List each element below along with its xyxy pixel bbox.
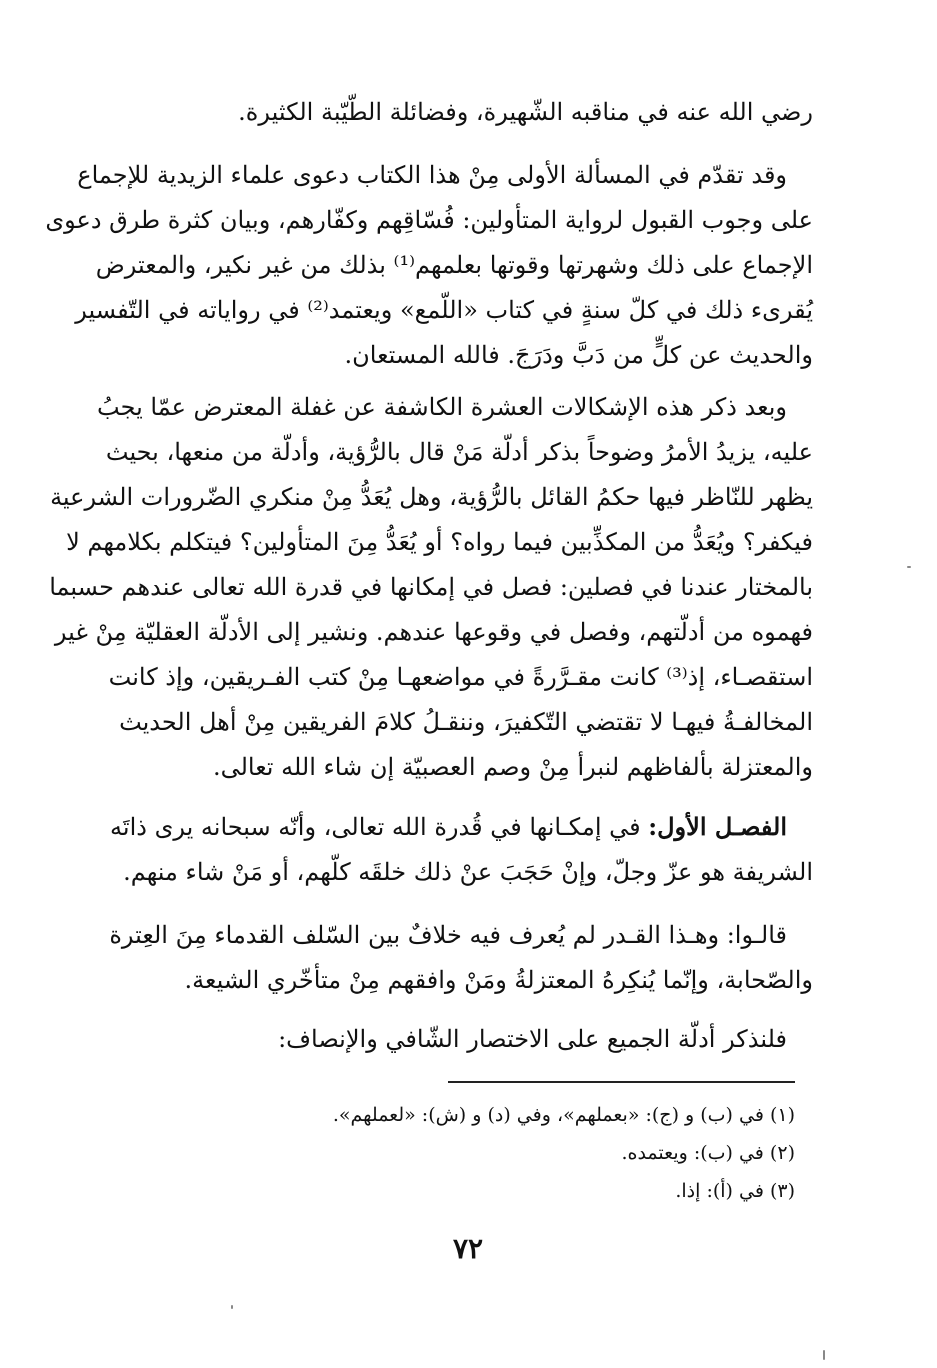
text-line: يُقرىء ذلك في كلّ سنةٍ في كتاب «اللّمع» ويعتمد⁽²⁾ في رواياته في التّفسير bbox=[75, 296, 813, 324]
text-line: فلنذكر أدلّة الجميع على الاختصار الشّافي والإنصاف: bbox=[278, 1025, 787, 1053]
text-line-with-heading bbox=[110, 804, 813, 850]
text-line: رضي الله عنه في مناقبه الشّهيرة، وفضائلة الطّيّبة الكثيرة. bbox=[238, 98, 813, 126]
footnote-2: (٢) في (ب): ويعتمده. bbox=[621, 1142, 795, 1164]
text-line: على وجوب القبول لرواية المتأولين: فُسّاقِهم وكفّارهم، وبيان كثرة طرق دعوى bbox=[45, 206, 813, 234]
text-line-body: في إمكـانها في قُدرة الله تعالى، وأنّه سبحانه يرى ذاتَه bbox=[110, 813, 641, 841]
paragraph-2 bbox=[45, 153, 813, 378]
scan-speck bbox=[231, 1305, 233, 1309]
text-line: والحديث عن كلٍّ من دَبَّ ودَرَجَ. فالله المستعان. bbox=[344, 341, 813, 369]
footnotes bbox=[118, 1096, 813, 1210]
text-line: قالـوا: وهـذا القـدر لم يُعرف فيه خلافٌ بين السّلف القدماء مِنَ العِترة bbox=[109, 921, 787, 949]
page-number: ٧٢ bbox=[452, 1232, 484, 1265]
text-line: فيكفر؟ ويُعَدُّ من المكذِّبين فيما رواه؟ أو يُعَدُّ مِنَ المتأولين؟ فيتكلم بكلامهم لا bbox=[66, 528, 813, 556]
text-line: والصّحابة، وإنّما يُنكِرهُ المعتزلةُ ومَنْ وافقهم مِنْ متأخّري الشيعة. bbox=[184, 966, 813, 994]
scan-speck bbox=[907, 566, 911, 568]
paragraph-4-section-heading bbox=[110, 804, 813, 895]
footnote-3: (٣) في (أ): إذا. bbox=[675, 1180, 795, 1202]
text-line: الإجماع على ذلك وشهرتها وقوتها بعلمهم⁽¹⁾ بذلك من غير نكير، والمعترض bbox=[95, 251, 813, 279]
footnote-1: (١) في (ب) و (ج): «بعملهم»، وفي (د) و (ش): «لعملهم». bbox=[332, 1104, 795, 1126]
text-line: وبعد ذكر هذه الإشكالات العشرة الكاشفة عن غفلة المعترض عمّا يجبُ bbox=[97, 393, 787, 421]
text-line: الشريفة هو عزّ وجلّ، وإنْ حَجَبَ عنْ ذلك خلقَه كلّهم، أو مَنْ شاء منهم. bbox=[123, 858, 813, 886]
text-line: وقد تقدّم في المسألة الأولى مِنْ هذا الكتاب دعوى علماء الزيدية للإجماع bbox=[77, 161, 787, 189]
paragraph-5 bbox=[109, 913, 813, 1003]
paragraph-6 bbox=[118, 1017, 813, 1062]
text-line: فهموه من أدلّتهم، وفصل في وقوعها عندهم. ونشير إلى الأدلّة العقليّة مِنْ غير bbox=[54, 618, 813, 646]
footnote-divider bbox=[448, 1081, 795, 1083]
section-heading: الفصـل الأول: bbox=[648, 812, 787, 841]
paragraph-1 bbox=[118, 90, 813, 135]
text-line: المخالفـةُ فيهـا لا تقتضي التّكفيرَ، وننقـلُ كلامَ الفريقين مِنْ أهل الحديث bbox=[119, 708, 813, 736]
text-line: بالمختار عندنا في فصلين: فصل في إمكانها في قدرة الله تعالى عندهم حسبما bbox=[49, 573, 813, 601]
text-line: يظهر للنّاظر فيها حكمُ القائل بالرُّؤية، وهل يُعَدُّ مِنْ منكري الضّرورات الشرعية bbox=[50, 483, 813, 511]
scan-speck bbox=[823, 1350, 825, 1360]
text-line: والمعتزلة بألفاظهم لنبرأ مِنْ وصم العصبيّة إن شاء الله تعالى. bbox=[212, 753, 813, 781]
paragraph-3 bbox=[49, 385, 813, 790]
text-line: عليه، يزيدُ الأمرُ وضوحاً بذكر أدلّة مَنْ قال بالرُّؤية، وأدلّة من منعها، بحيث bbox=[105, 438, 813, 466]
text-line: استقصـاء، إذ⁽³⁾ كانت مقـرَّرةً في مواضعهـا مِنْ كتب الفـريقين، وإذ كانت bbox=[108, 663, 813, 691]
